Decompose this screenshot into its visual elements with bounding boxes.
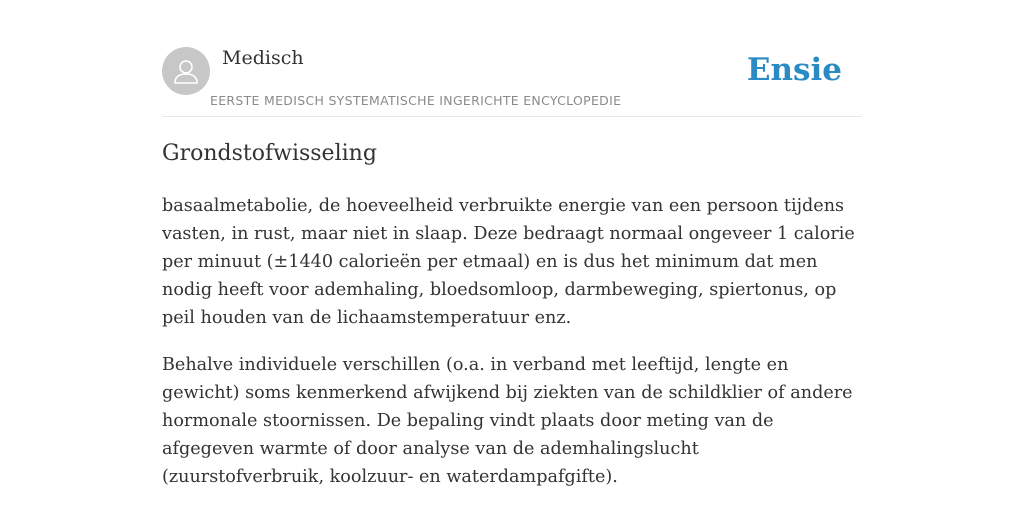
brand-logo[interactable]: Ensie (746, 52, 842, 88)
header (162, 46, 862, 117)
article-paragraph: Behalve individuele verschillen (o.a. in verband met leeftijd, lengte en gewicht) soms kenmerkend afwijkend bij ziekten van de schildklier of andere hormonale stoornissen. De bepaling vindt plaats door meting van de afgegeven warmte of door analyse van de ademhalingslucht (zuurstofverbruik, koolzuur- en waterdampafgifte). (162, 355, 853, 487)
article-body (162, 192, 862, 510)
author-subtitle: EERSTE MEDISCH SYSTEMATISCHE INGERICHTE ENCYCLOPEDIE (210, 93, 622, 108)
avatar[interactable] (162, 47, 210, 95)
author-name[interactable]: Medisch (222, 47, 304, 69)
page-title: Grondstofwisseling (162, 141, 377, 166)
article-paragraph: basaalmetabolie, de hoeveelheid verbruikte energie van een persoon tijdens vasten, in rust, maar niet in slaap. Deze bedraagt normaal ongeveer 1 calorie per minuut (±1440 calorieën per etmaal) en is dus het minimum dat men nodig heeft voor ademhaling, bloedsomloop, darmbeweging, spiertonus, op peil houden van de lichaamstemperatuur enz. (162, 196, 855, 328)
user-silhouette-icon (162, 47, 210, 95)
